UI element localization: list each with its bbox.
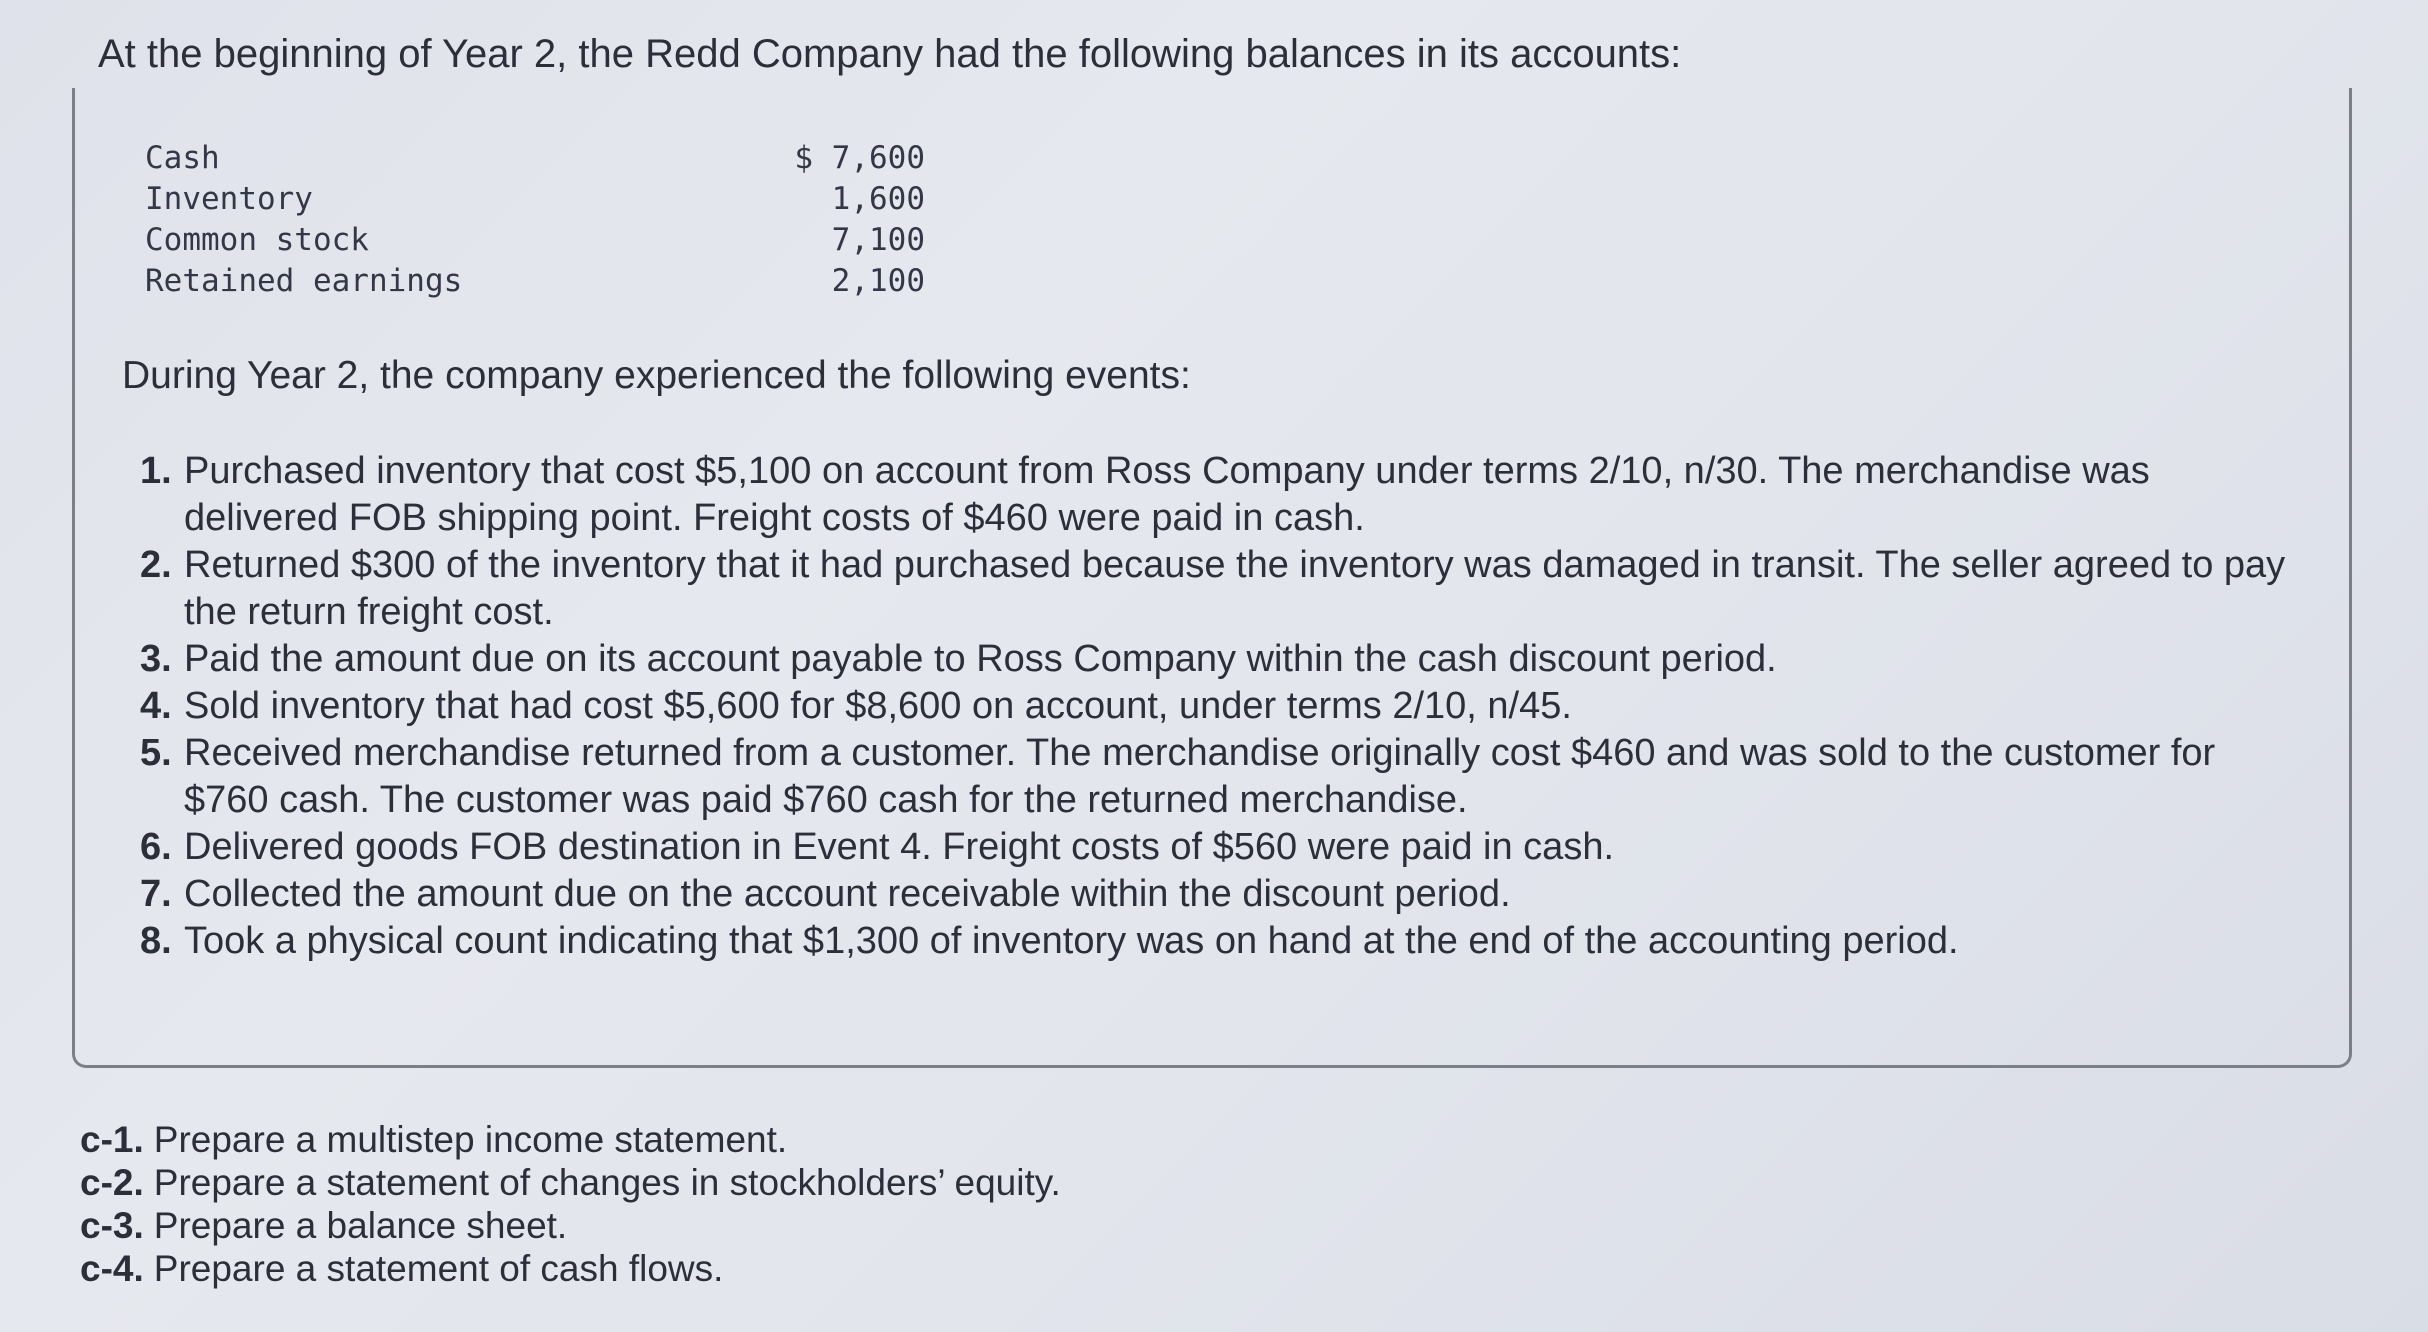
event-item	[140, 730, 2290, 824]
event-text: Purchased inventory that cost $5,100 on account from Ross Company under terms 2/10, n/30. The merchandise was delivered FOB shipping point. Freight costs of $460 were paid in cash.	[184, 450, 2150, 539]
balance-amount: 7,100	[831, 222, 925, 258]
intro-text: At the beginning of Year 2, the Redd Company had the following balances in its accounts:	[98, 32, 1682, 76]
balance-row-retained-earnings	[145, 261, 925, 302]
event-text: Received merchandise returned from a customer. The merchandise originally cost $460 and was sold to the customer for $760 cash. The customer was paid $760 cash for the returned merchandise.	[184, 732, 2216, 821]
beginning-balances-table	[145, 138, 925, 302]
events-heading: During Year 2, the company experienced the following events:	[122, 354, 1191, 397]
requirement-number: c-1.	[80, 1119, 144, 1160]
requirement-text: Prepare a balance sheet.	[153, 1205, 568, 1246]
requirement-text: Prepare a statement of cash flows.	[153, 1248, 724, 1289]
balance-label: Inventory	[145, 181, 313, 217]
requirement-number: c-4.	[80, 1248, 144, 1289]
requirements-list	[80, 1118, 1061, 1290]
event-item	[140, 824, 2290, 871]
event-number: 2.	[140, 544, 172, 586]
event-number: 5.	[140, 732, 172, 774]
event-item	[140, 683, 2290, 730]
event-text: Returned $300 of the inventory that it had purchased because the inventory was damaged in transit. The seller agreed to pay the return freight cost.	[184, 544, 2286, 633]
event-text: Sold inventory that had cost $5,600 for $8,600 on account, under terms 2/10, n/45.	[184, 685, 1572, 727]
event-number: 4.	[140, 685, 172, 727]
event-text: Collected the amount due on the account receivable within the discount period.	[184, 873, 1511, 915]
event-item	[140, 871, 2290, 918]
balance-label: Cash	[145, 140, 220, 176]
event-text: Delivered goods FOB destination in Event 4. Freight costs of $560 were paid in cash.	[184, 826, 1615, 868]
balance-amount: 2,100	[831, 263, 925, 299]
balance-row-inventory	[145, 179, 925, 220]
event-item	[140, 918, 2290, 965]
event-number: 6.	[140, 826, 172, 868]
requirement-item	[80, 1204, 1061, 1247]
event-text: Paid the amount due on its account payable to Ross Company within the cash discount period.	[184, 638, 1777, 680]
requirement-number: c-3.	[80, 1205, 144, 1246]
requirement-number: c-2.	[80, 1162, 144, 1203]
event-text: Took a physical count indicating that $1,300 of inventory was on hand at the end of the accounting period.	[184, 920, 1959, 962]
requirement-text: Prepare a multistep income statement.	[153, 1119, 788, 1160]
event-item	[140, 542, 2290, 636]
requirement-item	[80, 1247, 1061, 1290]
event-item	[140, 448, 2290, 542]
event-number: 7.	[140, 873, 172, 915]
balance-amount: $ 7,600	[794, 140, 925, 176]
balance-amount: 1,600	[831, 181, 925, 217]
requirement-item	[80, 1118, 1061, 1161]
requirement-text: Prepare a statement of changes in stockholders’ equity.	[153, 1162, 1061, 1203]
event-item	[140, 636, 2290, 683]
requirement-item	[80, 1161, 1061, 1204]
balance-row-cash	[145, 138, 925, 179]
event-number: 3.	[140, 638, 172, 680]
balance-label: Retained earnings	[145, 263, 463, 299]
event-number: 1.	[140, 450, 172, 492]
events-list	[140, 448, 2290, 965]
balance-row-common-stock	[145, 220, 925, 261]
balance-label: Common stock	[145, 222, 369, 258]
event-number: 8.	[140, 920, 172, 962]
